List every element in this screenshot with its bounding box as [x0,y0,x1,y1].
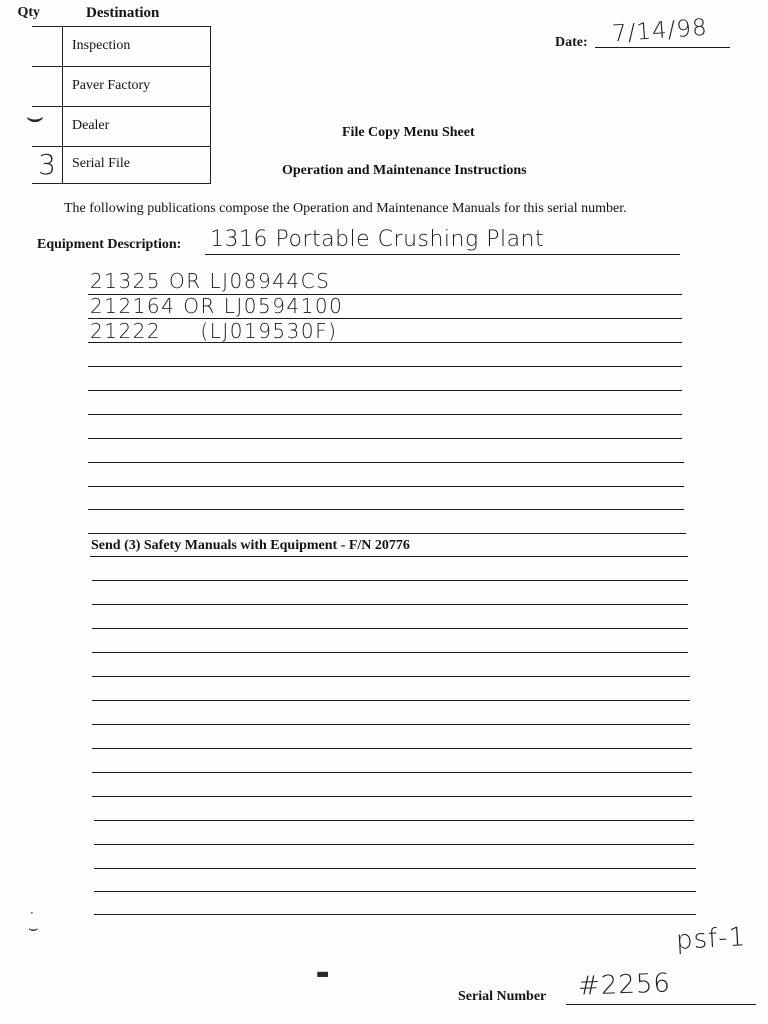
equipment-value[interactable]: 1316 Portable Crushing Plant [210,227,545,252]
ruled-line [94,868,696,869]
ruled-line [88,533,686,534]
serial-underline [566,1004,756,1005]
page-title: File Copy Menu Sheet [342,125,475,140]
ruled-line [88,509,684,510]
ruled-line [92,748,692,749]
page-subtitle: Operation and Maintenance Instructions [282,163,527,178]
ruled-line [88,342,682,343]
date-underline [595,47,730,48]
ruled-line [88,414,682,415]
ruled-line [88,390,682,391]
ruled-line [92,700,690,701]
routing-row-paver-factory [32,67,210,107]
margin-mark: ⌣ [28,918,39,937]
ruled-line [94,844,694,845]
equipment-line-2[interactable]: 212164 OR LJ0594100 [90,294,344,318]
ruled-line [92,676,690,677]
equipment-underline [205,254,680,255]
routing-row-inspection [32,27,210,67]
routing-row-dealer [25,99,210,147]
routing-row-serial-file [32,145,210,184]
ruled-line [92,796,692,797]
routing-destination-label: Dealer [72,118,110,133]
margin-mark: · [30,906,34,920]
serial-label: Serial Number [458,989,547,1004]
routing-destination-label: Paver Factory [72,78,151,93]
ruled-line [92,604,688,605]
ruled-line [90,556,688,557]
handwritten-annotation: psf-1 [675,922,747,956]
destination-header: Destination [86,5,160,21]
date-value[interactable]: 7/14/98 [611,14,709,48]
routing-destination-label: Inspection [72,38,131,53]
routing-table [25,26,211,184]
equipment-label: Equipment Description: [37,237,182,252]
routing-qty[interactable]: 3 [38,148,56,181]
qty-header: Qty [17,5,40,20]
ruled-line [88,366,682,367]
ruled-line [94,914,696,915]
ruled-line [88,486,684,487]
safety-note: Send (3) Safety Manuals with Equipment - F/N 20776 [91,538,410,553]
equipment-line-3[interactable]: 21222 (LJ019530F) [90,319,338,343]
ruled-line [94,891,696,892]
ruled-line [92,652,688,653]
ruled-line [88,462,684,463]
routing-qty[interactable] [32,27,62,66]
ruled-line [88,294,682,295]
ruled-line [92,580,688,581]
equipment-line-1[interactable]: 21325 OR LJ08944CS [90,269,331,293]
ruled-line [88,438,682,439]
ruled-line [92,628,688,629]
routing-qty[interactable]: ⌣ [25,99,45,133]
date-label: Date: [555,35,588,50]
ruled-line [94,820,694,821]
ruled-line [92,724,690,725]
routing-destination-label: Serial File [72,156,130,171]
stray-mark: ▬ [316,966,330,982]
ruled-line [88,318,682,319]
intro-text: The following publications compose the Operation and Maintenance Manuals for this serial number. [64,201,627,216]
ruled-line [92,772,692,773]
serial-value[interactable]: #2256 [577,968,672,1002]
